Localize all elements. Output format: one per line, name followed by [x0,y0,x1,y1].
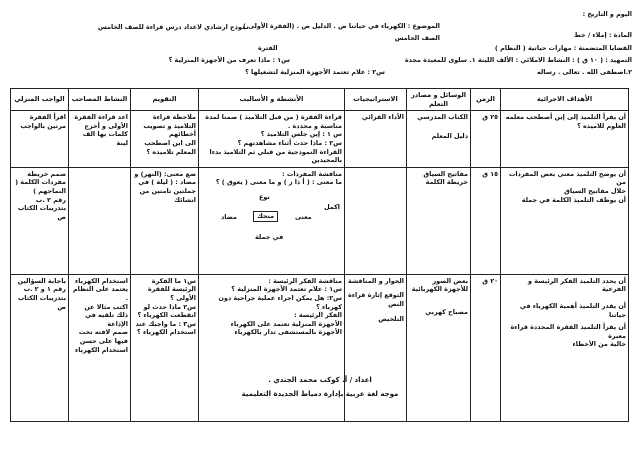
cell-accompanying [69,111,131,168]
text-line: باجابة السؤالين رقم ١ و ٢ .ب بتدريبات الكتاب ص [17,276,66,311]
text-line: خلال مفاتيح السياق [564,186,626,195]
text-line: مناقشة المفردات : [282,169,342,178]
text-line: الأجهزة المنزلية تعتمد على الكهرباء [230,319,342,328]
table-header-row [11,89,629,111]
cell-strategies [345,274,407,421]
grade-label: الصف الخامس [394,34,440,42]
word-map-bottom: في جملة [255,232,284,241]
text-line: استخدام الكهرباء يعتمد على النظام . [73,276,128,302]
text-line: أن يوظف التلميذ الكلمة في جملة [521,195,626,204]
supervisor-line: موجه لغة عربية بإدارة دمياط الجديدة التعليمية [241,390,399,398]
col-evaluation: التقويم [131,89,199,111]
words-line: ٢.اصطفى الله . تعالى . رساله [537,68,632,76]
text-line: صمم خريطة مفردات الكلمة ( النماجهم ) [15,169,66,195]
cell-time: ٢٠ ق [471,274,501,421]
cell-homework [11,111,69,168]
cell-resources [407,167,471,274]
text-line: صمم لافته تحث فيها على حسن استخدام الكهرباء [74,328,128,354]
text-line: القراءة النموذجية من قبلي ثم التلاميذ بدءا بالمجيدين [209,147,342,165]
cell-homework [11,274,69,421]
cell-activities [199,274,345,421]
cell-time: ٢٥ ق [471,111,501,168]
text-line: أن يقدر التلميذ أهمية الكهرباء في [519,301,626,310]
cell-accompanying [69,274,131,421]
cell-objectives [501,111,629,168]
word-map-top: نوع [259,192,270,201]
col-accompanying: النشاط المصاحب [69,89,131,111]
text-line: الى اين اصطحب المعلم تلاميذه ؟ [144,138,196,156]
text-line: مفاتيح السياق [423,169,468,178]
table-row [11,167,629,274]
table-row [11,111,629,168]
word-map-left: مضاد [221,212,237,221]
text-line: رقم ٢ .ب بتدريبات الكتاب ص [17,195,66,221]
text-line: اقرأ الفقرة مرتين بالواجب [20,113,66,130]
text-line: أن يقرأ التلميذ إلى إين أصطحب معلمه [505,113,626,122]
text-line: أن يقرأ التلميذ الفقرة المحددة قراءة معبرة [510,323,626,340]
text-line: مناقشة الفكر الرئيسة : [268,276,342,285]
lesson-plan-table [10,88,629,422]
text-line: الأداء القرائي [361,113,404,122]
word-map-center: منحك [253,211,278,222]
word-map-right: معنى [295,212,312,221]
col-resources: الوسائل و مصادر التعلم [407,89,471,111]
cell-objectives [501,274,629,421]
cell-accompanying [69,167,131,274]
text-line: الكتاب المدرسي [417,113,468,122]
text-line: ما معنى : ( أ ذا ز ) و ما معنى ( يعوق ) ؟ [215,178,342,187]
text-line: أن يوضح التلميذ معنى بعض المفردات من [508,169,626,187]
text-line: س١ : علام تعتمد الأجهزة المنزلية ؟ [231,285,342,294]
text-line: س٢ ماذا حدث لو انقطعت الكهرباء ؟ [137,302,196,320]
cell-resources [407,111,471,168]
text-line: ملاحظة قراءة التلاميذ و تصويب أخطائهم [143,113,196,139]
col-time: الزمن [471,89,501,111]
cell-evaluation [131,274,199,421]
col-objectives: الأهداف الاجرائية [501,89,629,111]
text-line: س١ ما الفكرة الرئيسة للفقرة الأولى ؟ [147,276,196,302]
prepared-by: اعداد / أ. كوكب محمد الجندي . [268,376,372,384]
warmup-question-1: س١ : ماذا تعرف من الأجهزة المنزلية ؟ [168,56,290,64]
text-line: بعض الصور للأجهزة الكهربائية [411,276,468,294]
word-map-diagram [201,189,342,249]
day-date-label: اليوم و التاريخ : [582,10,632,18]
text-line: الحوار و المناقشة [348,276,404,285]
cell-evaluation [131,111,199,168]
text-line: الأجهزة بالمستشفى تدار بالكهرباء [234,328,342,337]
integrated-issues-label: القضايا المتضمنة : مهارات حياتية ( النظام ) [494,44,632,52]
col-activities: الأنشطة و الأساليب [199,89,345,111]
period-label: الفترة [258,44,278,52]
cell-strategies [345,111,407,168]
cell-time: ١٥ ق [471,167,501,274]
text-line: مصباح كهربي [425,307,468,316]
text-line: س٢: هل يمكن اجراء عملية جراحية دون كهرباء ؟ [218,293,342,311]
cell-activities [199,167,345,274]
cell-strategies [345,167,407,274]
text-line: حياتنا [608,310,626,319]
cell-resources [407,274,471,421]
text-line: التلخيص [378,314,404,323]
text-line: س٣ : ما واجبك عند استخدام الكهرباء ؟ [135,319,196,337]
text-line: س ١ : إين جلس التلاميذ ؟ [260,130,342,139]
model-title: نموذج ارشادي لاعداد درس قراءة للصف الخامس [98,23,249,31]
text-line: الفكر الرئيسة : [294,311,342,320]
text-line: خريطة الكلمة [425,178,468,187]
cell-homework [11,167,69,274]
text-line: س٢ : ماذا حدث أثناء مشاهدتهم ؟ [237,138,342,147]
text-line: أن يحدد التلميذ الفكر الرئيسة و [528,276,626,285]
cell-objectives [501,167,629,274]
text-line: اكتب مثالا عن ذلك تلقيه في الإذاعة [84,302,128,328]
cell-activities [199,111,345,168]
text-line: دليل المعلم [431,131,468,140]
word-map-complete: اكمل [324,202,340,211]
text-line: خالية من الأخطاء [572,340,626,349]
col-strategies: الاستراتيجيات [345,89,407,111]
text-line: قراءة الفقرة ( من قبل التلاميذ ) صمتا لمدة مناسبة و محددة . [205,113,342,130]
preparation-label: التمهيد : ( ١٠ ق ) : النشاط الاملائي : الألف اللينة ١. سلوى للمعيدة مجدة [404,56,632,64]
col-homework: الواجب المنزلي [11,89,69,111]
cell-evaluation [131,167,199,274]
text-line: ضع معنى: (النهر) و مضاد : ( ليلة ) في جملتين تامتين من انشائك [134,169,196,204]
text-line: التوقع إثارة قراءة النص [347,291,404,308]
text-line: اعد قراءة الفقرة الأولى و أخرج كلمات بها الف لينة [74,113,128,147]
branch-label: المادة : إملاء / خط [574,31,632,39]
table-row [11,274,629,421]
text-line: الفرعية [601,285,626,294]
warmup-question-2: س٢ : علام تعتمد الأجهزة المنزلية لتشغيلها ؟ [245,68,385,76]
subject-lesson-label: الموضوع : الكهرباء في حياتنا ص . الدليل ص . (الفقرة الأولى ) [242,22,440,30]
text-line: العلوم للاميذه ؟ [577,121,626,130]
